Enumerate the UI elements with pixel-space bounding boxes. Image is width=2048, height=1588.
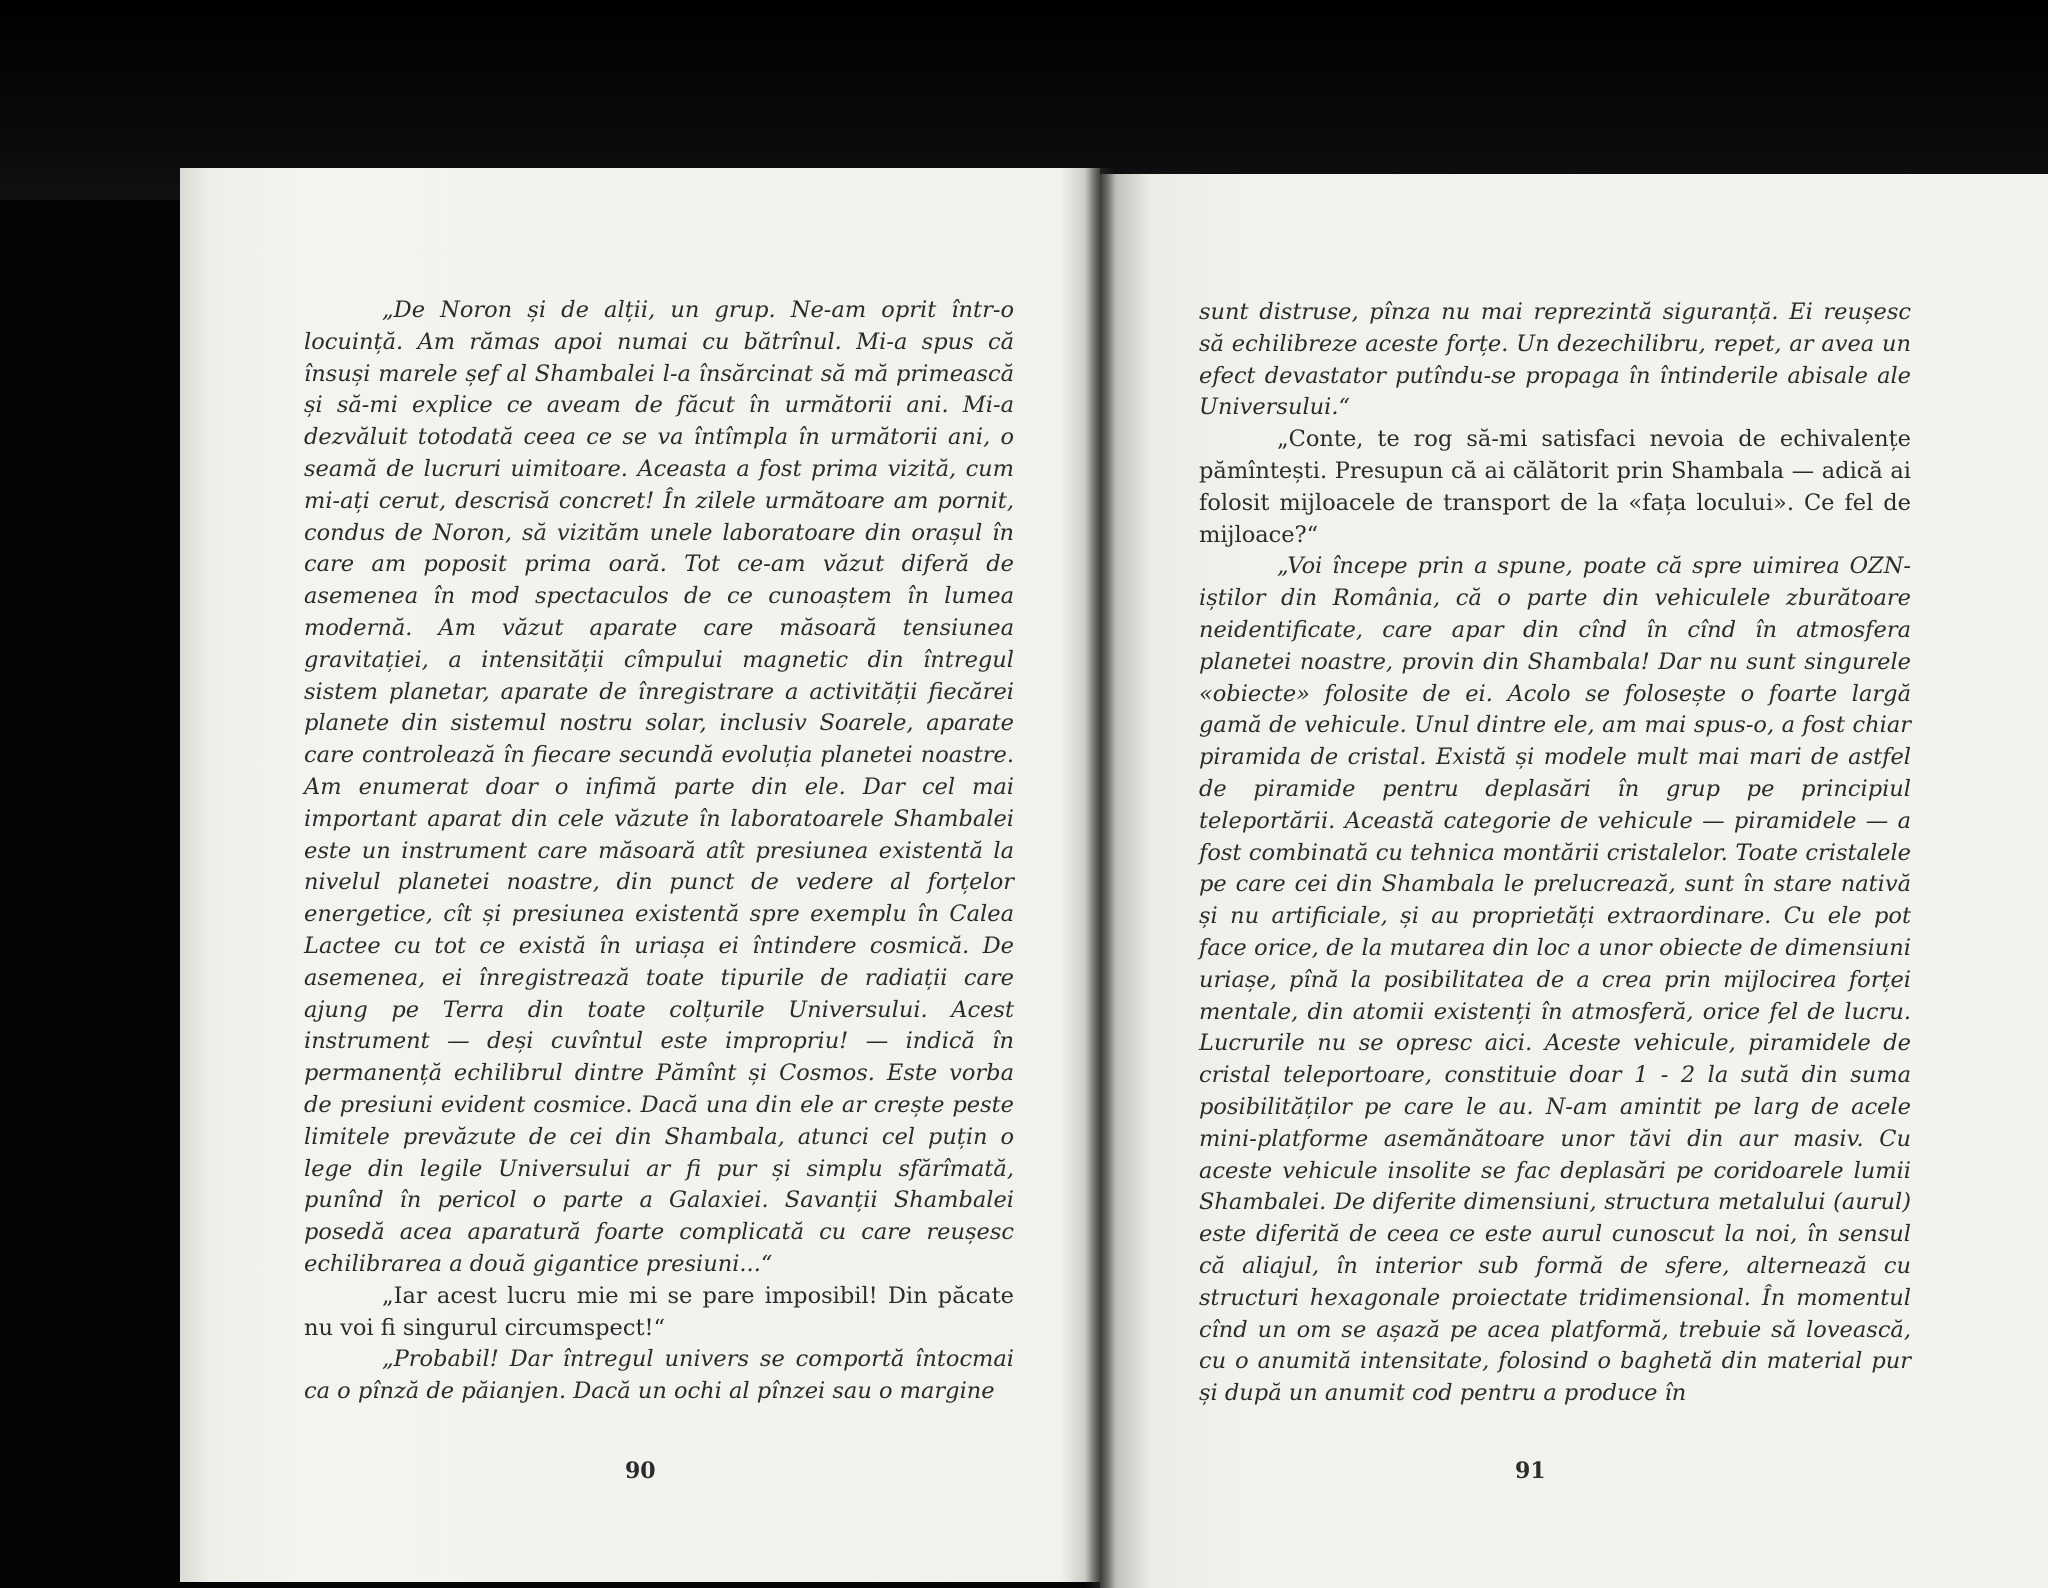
right-page [1100, 174, 2048, 1588]
paragraph: „Conte, te rog să-mi satisfaci nevoia de echivalențe pămîntești. Presupun că ai călătorit prin Shambala — adică ai folosit mijloacele de transport de la «fața locului». Ce fel de mijloace?“ [1199, 426, 1911, 548]
paragraph: „Probabil! Dar întregul univers se comportă întocmai ca o pînză de păianjen. Dacă un ochi al pînzei sau o margine [304, 1346, 1014, 1405]
book-gutter [1085, 168, 1115, 1588]
paragraph: „Iar acest lucru mie mi se pare imposibil! Din păcate nu voi fi singurul circumspect!“ [304, 1282, 1014, 1341]
paragraph: sunt distruse, pînza nu mai reprezintă siguranță. Ei reușesc să echilibreze aceste forțe. Un dezechilibru, repet, ar avea un efect devastator putîndu-se propaga în întinderile abisale ale Universului.“ [1199, 299, 1911, 421]
open-book [180, 168, 2048, 1582]
left-page [180, 168, 1100, 1582]
right-page-text [1199, 297, 1911, 1410]
page-number: 91 [1515, 1458, 1546, 1484]
page-number: 90 [625, 1458, 656, 1484]
paragraph: „Voi începe prin a spune, poate că spre uimirea OZN-iștilor din România, că o parte din vehiculele zburătoare neidentificate, care apar din cînd în cînd în atmosfera planetei noastre, provin din Shambala! Dar nu sunt singurele «obiecte» folosite de ei. Acolo se folosește o foarte largă gamă de vehicule. Unul dintre ele, am mai spus-o, a fost chiar piramida de cristal. Există și modele mult mai mari de astfel de piramide pentru deplasări în grup pe principiul teleportării. Această categorie de vehicule — piramidele — a fost combinată cu tehnica montării cristalelor. Toate cristalele pe care cei din Shambala le prelucrează, sunt în stare nativă și nu artificiale, și au proprietăți extraordinare. Cu ele pot face orice, de la mutarea din loc a unor obiecte de dimensiuni uriașe, pînă la posibilitatea de a crea prin mijlocirea forței mentale, din atomii existenți în atmosferă, orice fel de lucru. Lucrurile nu se opresc aici. Aceste vehicule, piramidele de cristal teleportoare, constituie doar 1 - 2 la sută din suma posibilităților pe care le au. N-am amintit pe larg de acele mini-platforme asemănătoare unor tăvi din aur masiv. Cu aceste vehicule insolite se fac deplasări pe coridoarele lumii Shambalei. De diferite dimensiuni, structura metalului (aurul) este diferită de ceea ce este aurul cunoscut la noi, în sensul că aliajul, în interior sub formă de sfere, alternează cu structuri hexagonale proiectate tridimensional. În momentul cînd un om se așază pe acea platformă, trebuie să lovească, cu o anumită intensitate, folosind o baghetă din material pur și după un anumit cod pentru a produce în [1199, 553, 1911, 1407]
paragraph: „De Noron și de alții, un grup. Ne-am oprit într-o locuință. Am rămas apoi numai cu bătrînul. Mi-a spus că însuși marele șef al Shambalei l-a însărcinat să mă primească și să-mi explice ce aveam de făcut în următorii ani. Mi-a dezvăluit totodată ceea ce se va întîmpla în următorii ani, o seamă de lucruri uimitoare. Aceasta a fost prima vizită, cum mi-ați cerut, descrisă concret! În zilele următoare am pornit, condus de Noron, să vizităm unele laboratoare din orașul în care am poposit prima oară. Tot ce-am văzut diferă de asemenea în mod spectaculos de ce cunoaștem în lumea modernă. Am văzut aparate care măsoară tensiunea gravitației, a intensității cîmpului magnetic din întregul sistem planetar, aparate de înregistrare a activității fiecărei planete din sistemul nostru solar, inclusiv Soarele, aparate care controlează în fiecare secundă evoluția planetei noastre. Am enumerat doar o infimă parte din ele. Dar cel mai important aparat din cele văzute în laboratoarele Shambalei este un instrument care măsoară atît presiunea existentă la nivelul planetei noastre, din punct de vedere al forțelor energetice, cît și presiunea existentă spre exemplu în Calea Lactee cu tot ce există în uriașa ei întindere cosmică. De asemenea, ei înregistrează toate tipurile de radiații care ajung pe Terra din toate colțurile Universului. Acest instrument — deși cuvîntul este impropriu! — indică în permanență echilibrul dintre Pămînt și Cosmos. Este vorba de presiuni evident cosmice. Dacă una din ele ar crește peste limitele prevăzute de cei din Shambala, atunci cel puțin o lege din legile Universului ar fi pur și simplu sfărîmată, punînd în pericol o parte a Galaxiei. Savanții Shambalei posedă acea aparatură foarte complicată cu care reușesc echilibrarea a două gigantice presiuni...“ [304, 297, 1014, 1277]
left-page-text [304, 295, 1014, 1408]
